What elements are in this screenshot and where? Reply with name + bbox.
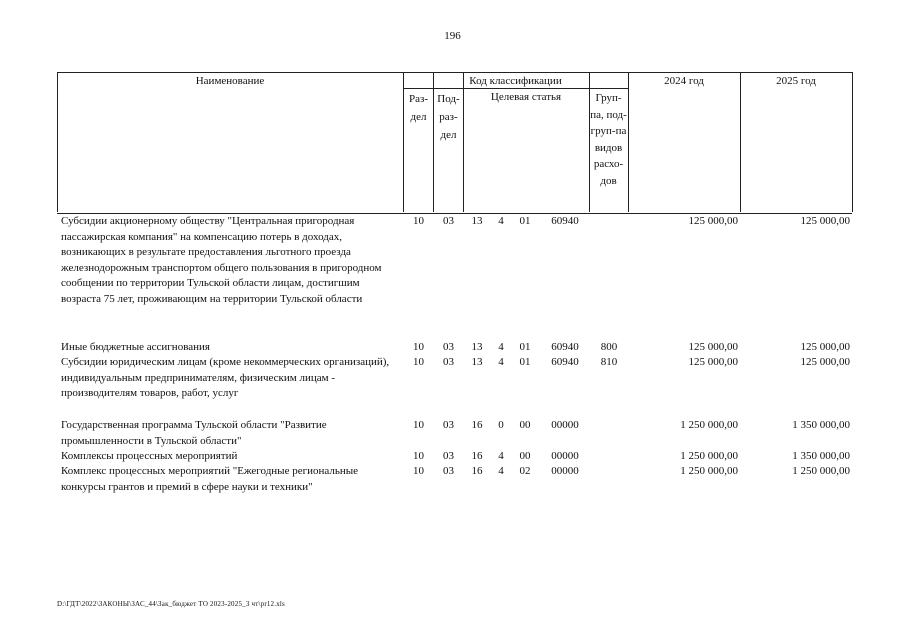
header-podrazdel-text: Под-раз-дел [437, 93, 460, 141]
row-razdel: 10 [413, 215, 424, 227]
header-code: Код классификации [469, 75, 562, 87]
row-c1: 16 [471, 419, 483, 431]
row-name: Иные бюджетные ассигнования [61, 341, 210, 353]
row-group: 800 [600, 341, 618, 353]
row-c3: 01 [519, 215, 531, 227]
row-c4: 00000 [551, 465, 579, 477]
row-c3: 01 [519, 356, 531, 368]
row-c4: 60940 [551, 215, 579, 227]
row-y2024: 125 000,00 [688, 356, 738, 368]
row-y2024: 1 250 000,00 [680, 450, 738, 462]
row-y2024: 125 000,00 [688, 215, 738, 227]
row-razdel: 10 [413, 465, 424, 477]
row-c2: 0 [498, 419, 504, 431]
row-c3: 00 [519, 419, 531, 431]
row-name: Комплекс процессных мероприятий "Ежегодные региональные конкурсы грантов и премий в сфере науки и техники" [61, 465, 359, 493]
row-y2025: 1 250 000,00 [792, 465, 850, 477]
page-number: 196 [444, 30, 461, 42]
row-c2: 4 [498, 356, 504, 368]
row-y2024: 1 250 000,00 [680, 465, 738, 477]
row-name: Субсидии юридическим лицам (кроме некоммерческих организаций), индивидуальным предпринимателям, физическим лицам - производителям товаров, работ, услуг [61, 356, 390, 399]
row-podrazdel: 03 [443, 465, 454, 477]
row-podrazdel: 03 [443, 450, 454, 462]
row-name: Комплексы процессных мероприятий [61, 450, 238, 462]
row-razdel: 10 [413, 341, 424, 353]
row-c1: 16 [471, 465, 483, 477]
header-razdel-text: Раз-дел [408, 93, 428, 123]
row-name: Субсидии акционерному обществу "Центральная пригородная пассажирская компания" на компенсацию потерь в доходах, возникающих в результате предоставления льготного проезда железнодорожным транспортом общего пользования в пригородном сообщении по территории Тульской области лицам, достигшим возраста 75 лет, проживающим на территории Тульской области [61, 215, 382, 305]
col-divider [57, 72, 58, 212]
header-group [590, 90, 627, 189]
row-y2024: 1 250 000,00 [680, 419, 738, 431]
row-c1: 13 [471, 341, 483, 353]
row-c4: 60940 [551, 341, 579, 353]
row-c2: 4 [498, 215, 504, 227]
row-c2: 4 [498, 341, 504, 353]
row-c4: 00000 [551, 450, 579, 462]
file-path-footer: D:\ГДТ\2022\ЗАКОНЫ\ЗАС_44\Зак_бюджет ТО 2023-2025_3 чт\pr12.xls [57, 600, 285, 608]
row-c1: 13 [471, 356, 483, 368]
header-target: Целевая статья [490, 91, 562, 103]
col-divider [740, 72, 741, 212]
row-c1: 13 [471, 215, 483, 227]
row-razdel: 10 [413, 419, 424, 431]
row-y2025: 1 350 000,00 [792, 450, 850, 462]
row-razdel: 10 [413, 356, 424, 368]
row-y2025: 1 350 000,00 [792, 419, 850, 431]
row-y2025: 125 000,00 [800, 341, 850, 353]
row-c4: 00000 [551, 419, 579, 431]
row-razdel: 10 [413, 450, 424, 462]
header-razdel [404, 90, 433, 126]
row-group: 810 [600, 356, 618, 368]
header-group-text: Груп-па, под-груп-па видов расхо-дов [590, 92, 627, 187]
header-2024: 2024 год [664, 75, 704, 87]
row-podrazdel: 03 [443, 215, 454, 227]
header-podrazdel [434, 90, 463, 144]
row-y2025: 125 000,00 [800, 215, 850, 227]
header-name: Наименование [195, 75, 265, 87]
row-c3: 02 [519, 465, 531, 477]
row-c1: 16 [471, 450, 483, 462]
row-c4: 60940 [551, 356, 579, 368]
row-podrazdel: 03 [443, 341, 454, 353]
header-2025: 2025 год [776, 75, 816, 87]
row-c3: 01 [519, 341, 531, 353]
row-podrazdel: 03 [443, 356, 454, 368]
row-c3: 00 [519, 450, 531, 462]
row-c2: 4 [498, 465, 504, 477]
row-podrazdel: 03 [443, 419, 454, 431]
row-name: Государственная программа Тульской области "Развитие промышленности в Тульской области" [61, 419, 327, 447]
col-divider [628, 72, 629, 212]
col-divider [852, 72, 853, 212]
row-y2024: 125 000,00 [688, 341, 738, 353]
row-y2025: 125 000,00 [800, 356, 850, 368]
row-c2: 4 [498, 450, 504, 462]
